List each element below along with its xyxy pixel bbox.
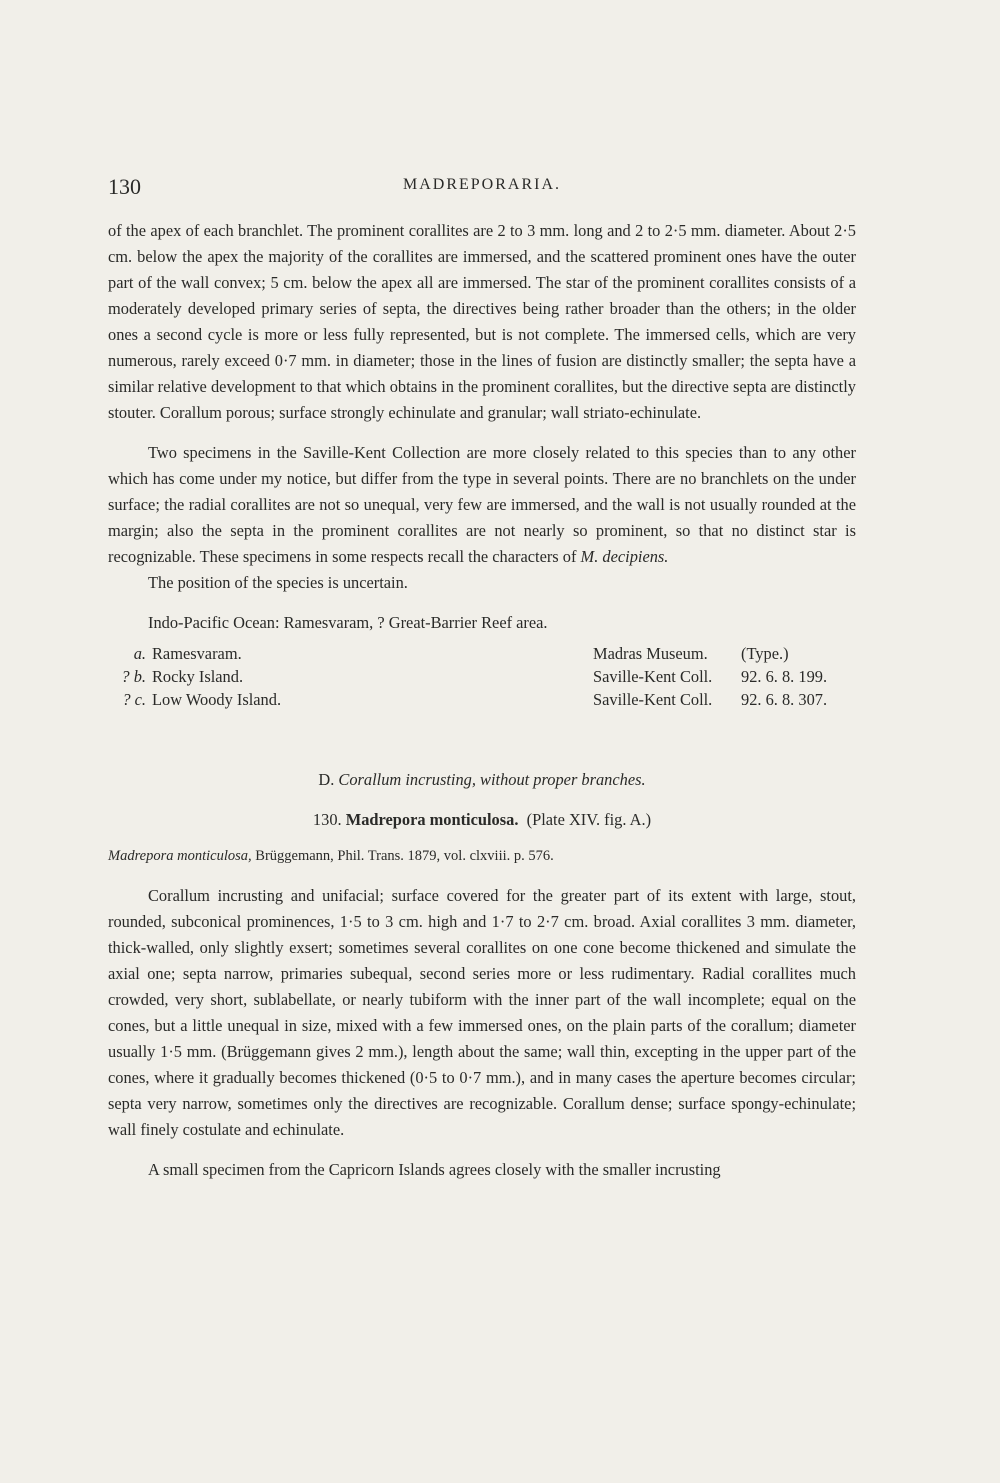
specimen-label: ? b. bbox=[121, 667, 146, 686]
table-row bbox=[108, 665, 856, 688]
specimen-collection: Saville-Kent Coll. bbox=[593, 690, 713, 709]
specimen-collection: Saville-Kent Coll. bbox=[593, 667, 713, 686]
section-title: Corallum incrusting, without proper branches. bbox=[338, 770, 646, 789]
species-heading bbox=[108, 807, 856, 833]
species-name: Madrepora monticulosa. bbox=[345, 810, 519, 829]
species-number: 130. bbox=[312, 810, 342, 829]
paragraph-position: The position of the species is uncertain. bbox=[148, 573, 408, 592]
section-heading bbox=[108, 767, 856, 793]
specimen-register: 92. 6. 8. 199. bbox=[741, 667, 828, 686]
locality-line: Indo-Pacific Ocean: Ramesvaram, ? Great-Barrier Reef area. bbox=[148, 613, 548, 632]
table-row bbox=[108, 688, 856, 711]
specimen-label: a. bbox=[133, 644, 146, 663]
paragraph-saville-kent bbox=[108, 440, 856, 570]
specimen-register: 92. 6. 8. 307. bbox=[741, 690, 828, 709]
specimen-locality: Low Woody Island. bbox=[152, 690, 282, 709]
paragraph-description: Corallum incrusting and unifacial; surface covered for the greater part of its extent with large, stout, rounded, subconical prominences, 1·5 to 3 cm. high and 1·7 to 2·7 cm. broad. Axial corallites 3 mm. diameter, thick-walled, only slightly exsert; sometimes several corallites on one cone become thickened and simulate the axial one; septa narrow, primaries subequal, second series more or less rudimentary. Radial corallites much crowded, very short, sublabellate, or nearly tubiform with the inner part of the wall incomplete; equal on the cones, but a little unequal in size, mixed with a few immersed ones, on the plain parts of the corallum; diameter usually 1·5 mm. (Brüggemann gives 2 mm.), length about the same; wall thin, excepting in the upper part of the cones, where it gradually becomes thickened (0·5 to 0·7 mm.), and in many cases the aperture becomes circular; septa very narrow, sometimes only the directives are recognizable. Corallum dense; surface spongy-echinulate; wall finely costulate and echinulate. bbox=[108, 886, 856, 1139]
paragraph-saville-kent-text: Two specimens in the Saville-Kent Collection are more closely related to this species than to any other which has come under my notice, but differ from the type in several points. There are no branchlets on the under surface; the radial corallites are not so unequal, very few are immersed, and the wall is not usually rounded at the margin; also the septa in the prominent corallites are not nearly so prominent, so that no distinct star is recognizable. These specimens in some respects recall the characters of bbox=[108, 443, 856, 566]
paragraph-continued: of the apex of each branchlet. The prominent corallites are 2 to 3 mm. long and 2 to 2·5 mm. diameter. About 2·5 cm. below the apex the majority of the corallites are immersed, and the scattered prominent ones have the outer part of the wall convex; 5 cm. below the apex all are immersed. The star of the prominent corallites consists of a moderately developed primary series of septa, the directives being rather broader than the others; in the older ones a second cycle is more or less fully represented, but is not complete. The immersed cells, which are very numerous, rarely exceed 0·7 mm. in diameter; those in the lines of fusion are distinctly smaller; the septa have a similar relative development to that which obtains in the prominent corallites, but the directive septa are distinctly stouter. Corallum porous; surface strongly echinulate and granular; wall striato-echinulate. bbox=[108, 221, 856, 422]
page-number: 130 bbox=[108, 174, 141, 199]
specimen-table bbox=[108, 642, 856, 711]
running-title: MADREPORARIA. bbox=[402, 176, 561, 193]
section-letter: D. bbox=[318, 770, 335, 789]
page-header bbox=[108, 174, 856, 204]
plate-reference: (Plate XIV. fig. A.) bbox=[526, 810, 652, 829]
specimen-locality: Rocky Island. bbox=[152, 667, 244, 686]
paragraph-capricorn: A small specimen from the Capricorn Islands agrees closely with the smaller incrusting bbox=[148, 1160, 721, 1179]
specimen-collection: Madras Museum. bbox=[593, 644, 708, 663]
synonym-name: Madrepora monticulosa, bbox=[108, 848, 252, 864]
page-body bbox=[108, 218, 856, 1183]
table-row bbox=[108, 642, 856, 665]
specimen-locality: Ramesvaram. bbox=[152, 644, 242, 663]
species-reference: M. decipiens. bbox=[580, 547, 669, 566]
specimen-label: ? c. bbox=[122, 690, 146, 709]
synonym-citation: Brüggemann, Phil. Trans. 1879, vol. clxviii. p. 576. bbox=[251, 848, 554, 864]
specimen-register: (Type.) bbox=[741, 644, 789, 663]
synonymy-line bbox=[108, 843, 856, 869]
